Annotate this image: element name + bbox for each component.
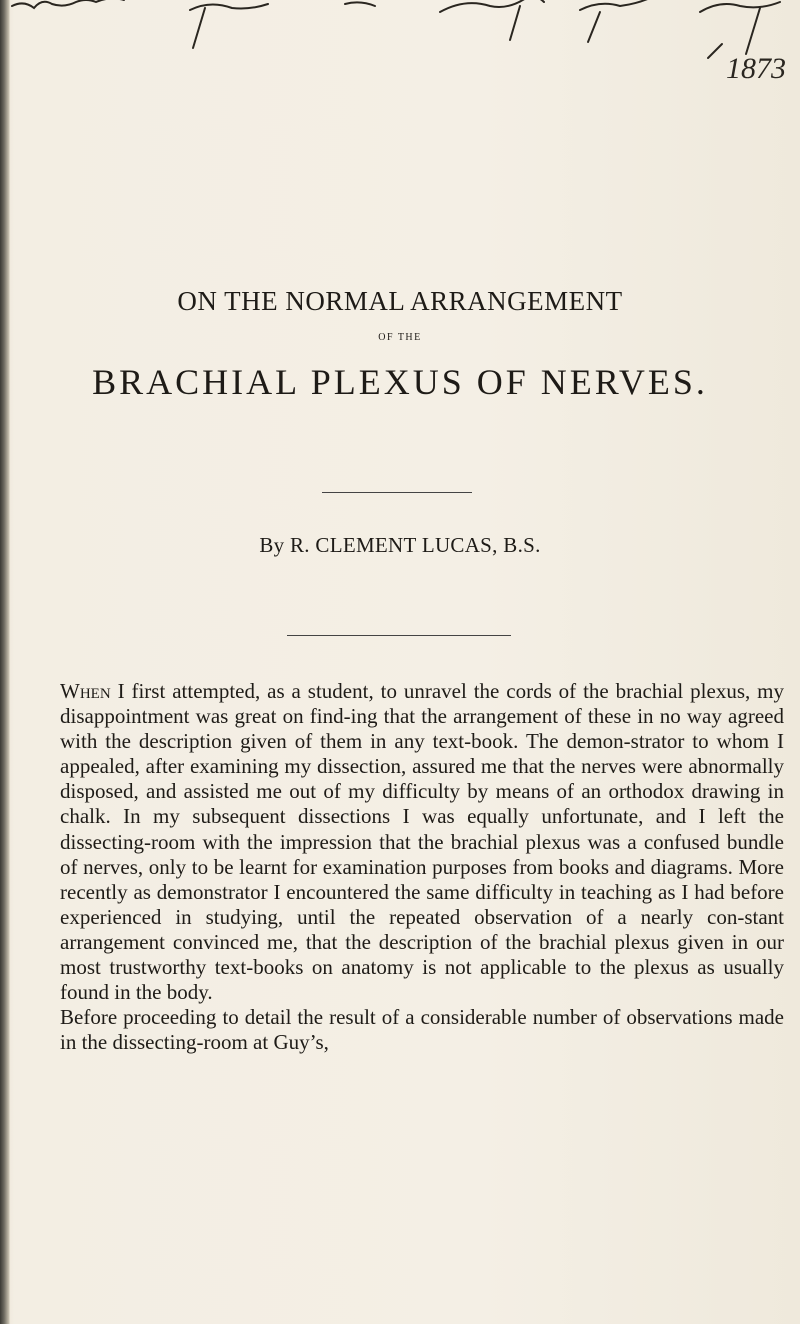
divider-rule bbox=[287, 635, 511, 636]
article-body bbox=[60, 679, 784, 1055]
title-line-1: ON THE NORMAL ARRANGEMENT bbox=[177, 286, 623, 316]
author-byline: By R. CLEMENT LUCAS, B.S. bbox=[259, 533, 541, 557]
handwritten-year: 1873 bbox=[726, 52, 786, 85]
paragraph bbox=[60, 679, 784, 1005]
paragraph-lead-word: When bbox=[60, 679, 111, 703]
handwritten-inscription bbox=[0, 0, 800, 100]
title-line-2: OF THE bbox=[378, 332, 422, 343]
book-binding-edge bbox=[0, 0, 10, 1324]
title-line-3: BRACHIAL PLEXUS OF NERVES. bbox=[92, 362, 708, 402]
paragraph-text: I first attempted, as a student, to unravel the cords of the brachial plexus, my disappointment was great on find-ing that the arrangement of these in no way agreed with the description given of them in any text-book. The demon-strator to whom I appealed, after examining my dissection, assured me that the nerves were abnormally disposed, and assisted me out of my difficulty by means of an orthodox drawing in chalk. In my subsequent dissections I was equally unfortunate, and I left the dissecting-room with the impression that the brachial plexus was a confused bundle of nerves, only to be learnt for examination purposes from books and diagrams. More recently as demonstrator I encountered the same difficulty in teaching as I had before experienced in studying, until the repeated observation of a nearly con-stant arrangement convinced me, that the description of the brachial plexus given in our most trustworthy text-books on anatomy is not applicable to the plexus as usually found in the body. bbox=[60, 679, 784, 1005]
paragraph: Before proceeding to detail the result of a considerable number of observations made in the dissecting-room at Guy’s, bbox=[60, 1005, 784, 1055]
divider-rule bbox=[322, 492, 472, 493]
